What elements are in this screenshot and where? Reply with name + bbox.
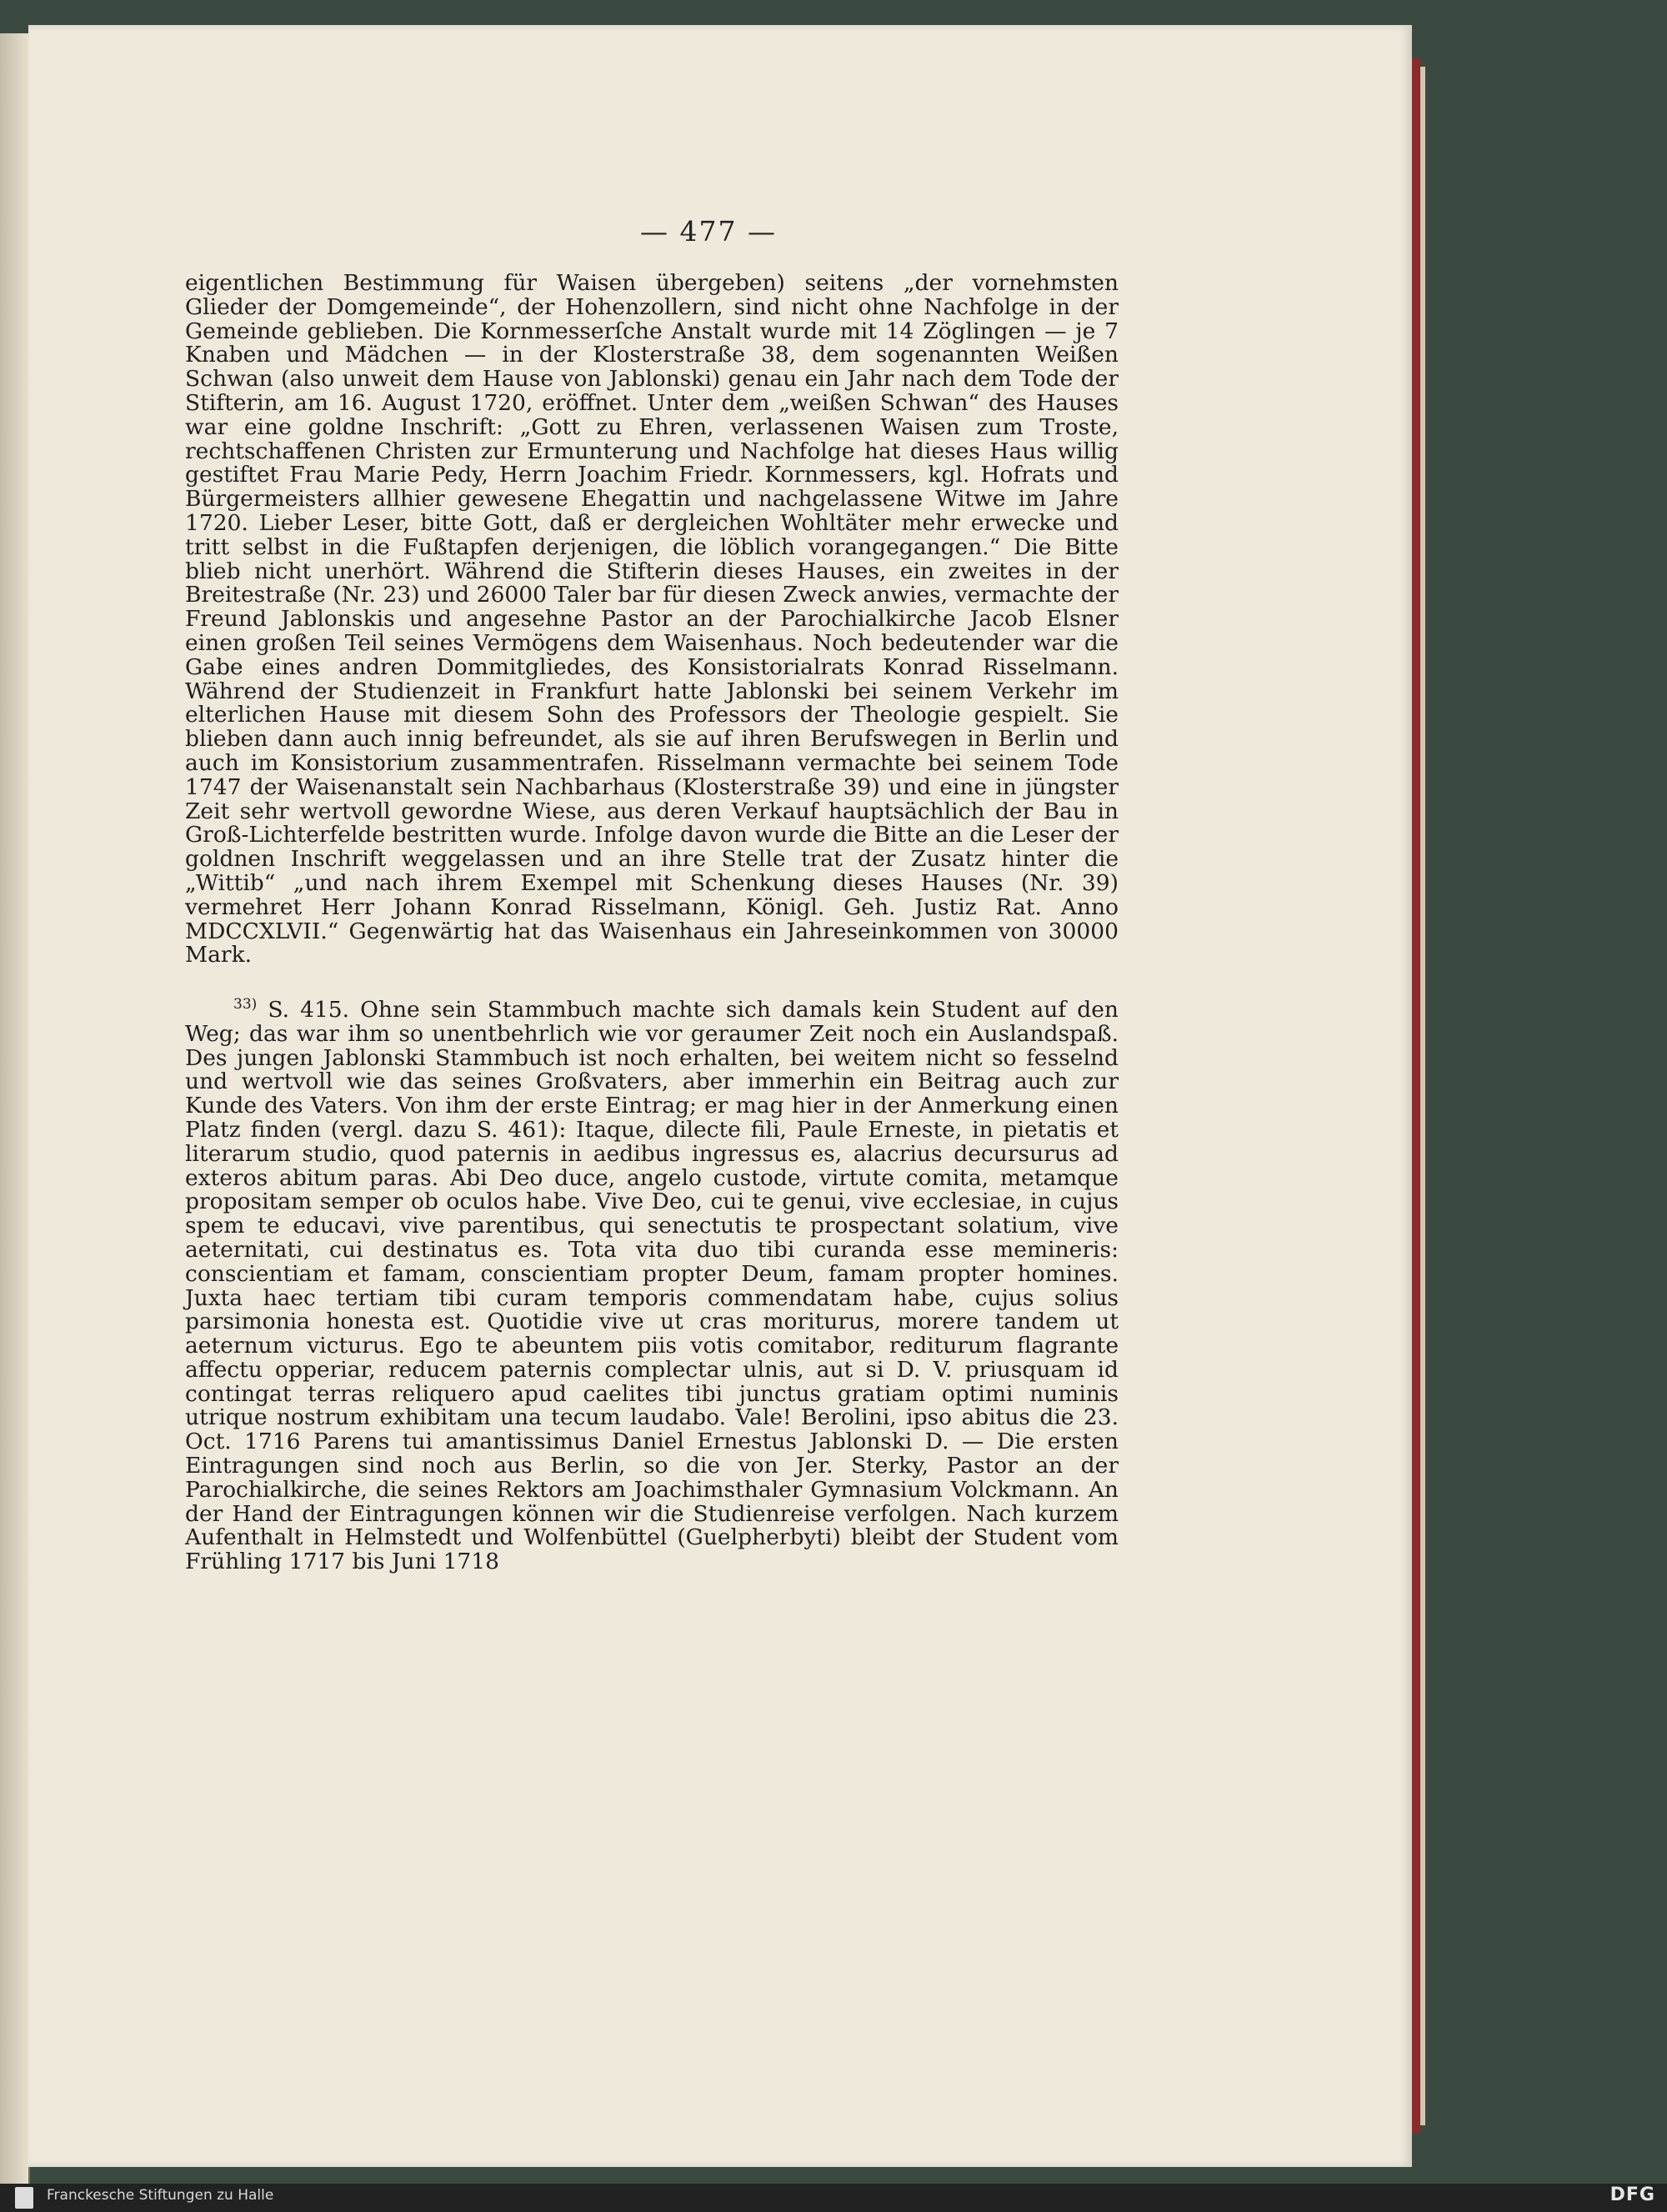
body-text xyxy=(185,272,1119,1574)
page-edge-light xyxy=(1420,67,1425,2125)
institution-label: Franckesche Stiftungen zu Halle xyxy=(47,2187,274,2204)
page-edge-red xyxy=(1412,58,1420,2134)
institution-logo-icon xyxy=(15,2187,33,2209)
dfg-logo: DFG xyxy=(1609,2184,1655,2205)
footnote-paragraph xyxy=(185,993,1119,1574)
page-number: — 477 — xyxy=(640,215,777,248)
main-paragraph: eigentlichen Bestimmung für Waisen übergeben) seitens „der vornehmsten Glieder der Domgemeinde“, der Hohenzollern, sind nicht ohne Nachfolge in der Gemeinde geblieben. Die Kornmesserſche Anstalt wurde mit 14 Zöglingen — je 7 Knaben und Mädchen — in der Klosterstraße 38, dem sogenannten Weißen Schwan (also unweit dem Hause von Jablonski) genau ein Jahr nach dem Tode der Stifterin, am 16. August 1720, eröffnet. Unter dem „weißen Schwan“ des Hauses war eine goldne Inschrift: „Gott zu Ehren, verlassenen Waisen zum Troste, rechtschaffenen Christen zur Ermunterung und Nachfolge hat dieses Haus willig gestiftet Frau Marie Pedy, Herrn Joachim Friedr. Kornmessers, kgl. Hofrats und Bürgermeisters allhier gewesene Ehegattin und nachgelassene Witwe im Jahre 1720. Lieber Leser, bitte Gott, daß er dergleichen Wohltäter mehr erwecke und tritt selbst in die Fußtapfen derjenigen, die löblich vorangegangen.“ Die Bitte blieb nicht unerhört. Während die Stifterin dieses Hauses, ein zweites in der Breitestraße (Nr. 23) und 26000 Taler bar für diesen Zweck anwies, vermachte der Freund Jablonskis und angesehne Pastor an der Parochialkirche Jacob Elsner einen großen Teil seines Vermögens dem Waisenhaus. Noch bedeutender war die Gabe eines andren Dommitgliedes, des Konsistorialrats Konrad Risselmann. Während der Studienzeit in Frankfurt hatte Jablonski bei seinem Verkehr im elterlichen Hause mit diesem Sohn des Professors der Theologie gespielt. Sie blieben dann auch innig befreundet, als sie auf ihren Berufswegen in Berlin und auch im Konsistorium zusammentrafen. Risselmann vermachte bei seinem Tode 1747 der Waisenanstalt sein Nachbarhaus (Klosterstraße 39) und eine in jüngster Zeit sehr wertvoll gewordne Wiese, aus deren Verkauf hauptsächlich der Bau in Groß-Lichterfelde bestritten wurde. Infolge davon wurde die Bitte an die Leser der goldnen Inschrift weggelassen und an ihre Stelle trat der Zusatz hinter die „Wittib“ „und nach ihrem Exempel mit Schenkung dieses Hauses (Nr. 39) vermehret Herr Johann Konrad Risselmann, Königl. Geh. Justiz Rat. Anno MDCCXLVII.“ Gegenwärtig hat das Waisenhaus ein Jahreseinkommen von 30000 Mark. xyxy=(185,270,1119,968)
left-page-edge xyxy=(0,33,30,2184)
footnote-marker: 33) xyxy=(233,996,258,1013)
footnote-text: S. 415. Ohne sein Stammbuch machte sich damals kein Student auf den Weg; das war ihm so unentbehrlich wie vor geraumer Zeit noch ein Auslandspaß. Des jungen Jablonski Stammbuch ist noch erhalten, bei weitem nicht so fesselnd und wertvoll wie das seines Großvaters, aber immerhin ein Beitrag auch zur Kunde des Vaters. Von ihm der erste Eintrag; er mag hier in der Anmerkung einen Platz finden (vergl. dazu S. 461): Itaque, dilecte fili, Paule Erneste, in pietatis et literarum studio, quod paternis in aedibus ingressus es, alacrius decursurus ad exteros abitum paras. Abi Deo duce, angelo custode, virtute comita, metamque propositam semper ob oculos habe. Vive Deo, cui te genui, vive ecclesiae, in cujus spem te educavi, vive parentibus, qui senectutis te prospectant solatium, vive aeternitati, cui destinatus es. Tota vita duo tibi curanda esse memineris: conscientiam et famam, conscientiam propter Deum, famam propter homines. Juxta haec tertiam tibi curam temporis commendatam habe, cujus solius parsimonia honesta est. Quotidie vive ut cras moriturus, morere tandem ut aeternum victurus. Ego te abeuntem piis votis comitabor, rediturum flagrante affectu opperiar, reducem paternis complectar ulnis, aut si D. V. priusquam id contingat terras reliquero apud caelites tibi junctus gratiam optimi numinis utrique nostrum exhibitam una tecum laudabo. Vale! Berolini, ipso abitus die 23. Oct. 1716 Parens tui amantissimus Daniel Ernestus Jablonski D. — Die ersten Eintragungen sind noch aus Berlin, so die von Jer. Sterky, Pastor an der Parochialkirche, die seines Rektors am Joachimsthaler Gymnasium Volckmann. An der Hand der Eintragungen können wir die Studienreise verfolgen. Nach kurzem Aufenthalt in Helmstedt und Wolfenbüttel (Guelpherbyti) bleibt der Student vom Frühling 1717 bis Juni 1718 xyxy=(185,996,1119,1575)
